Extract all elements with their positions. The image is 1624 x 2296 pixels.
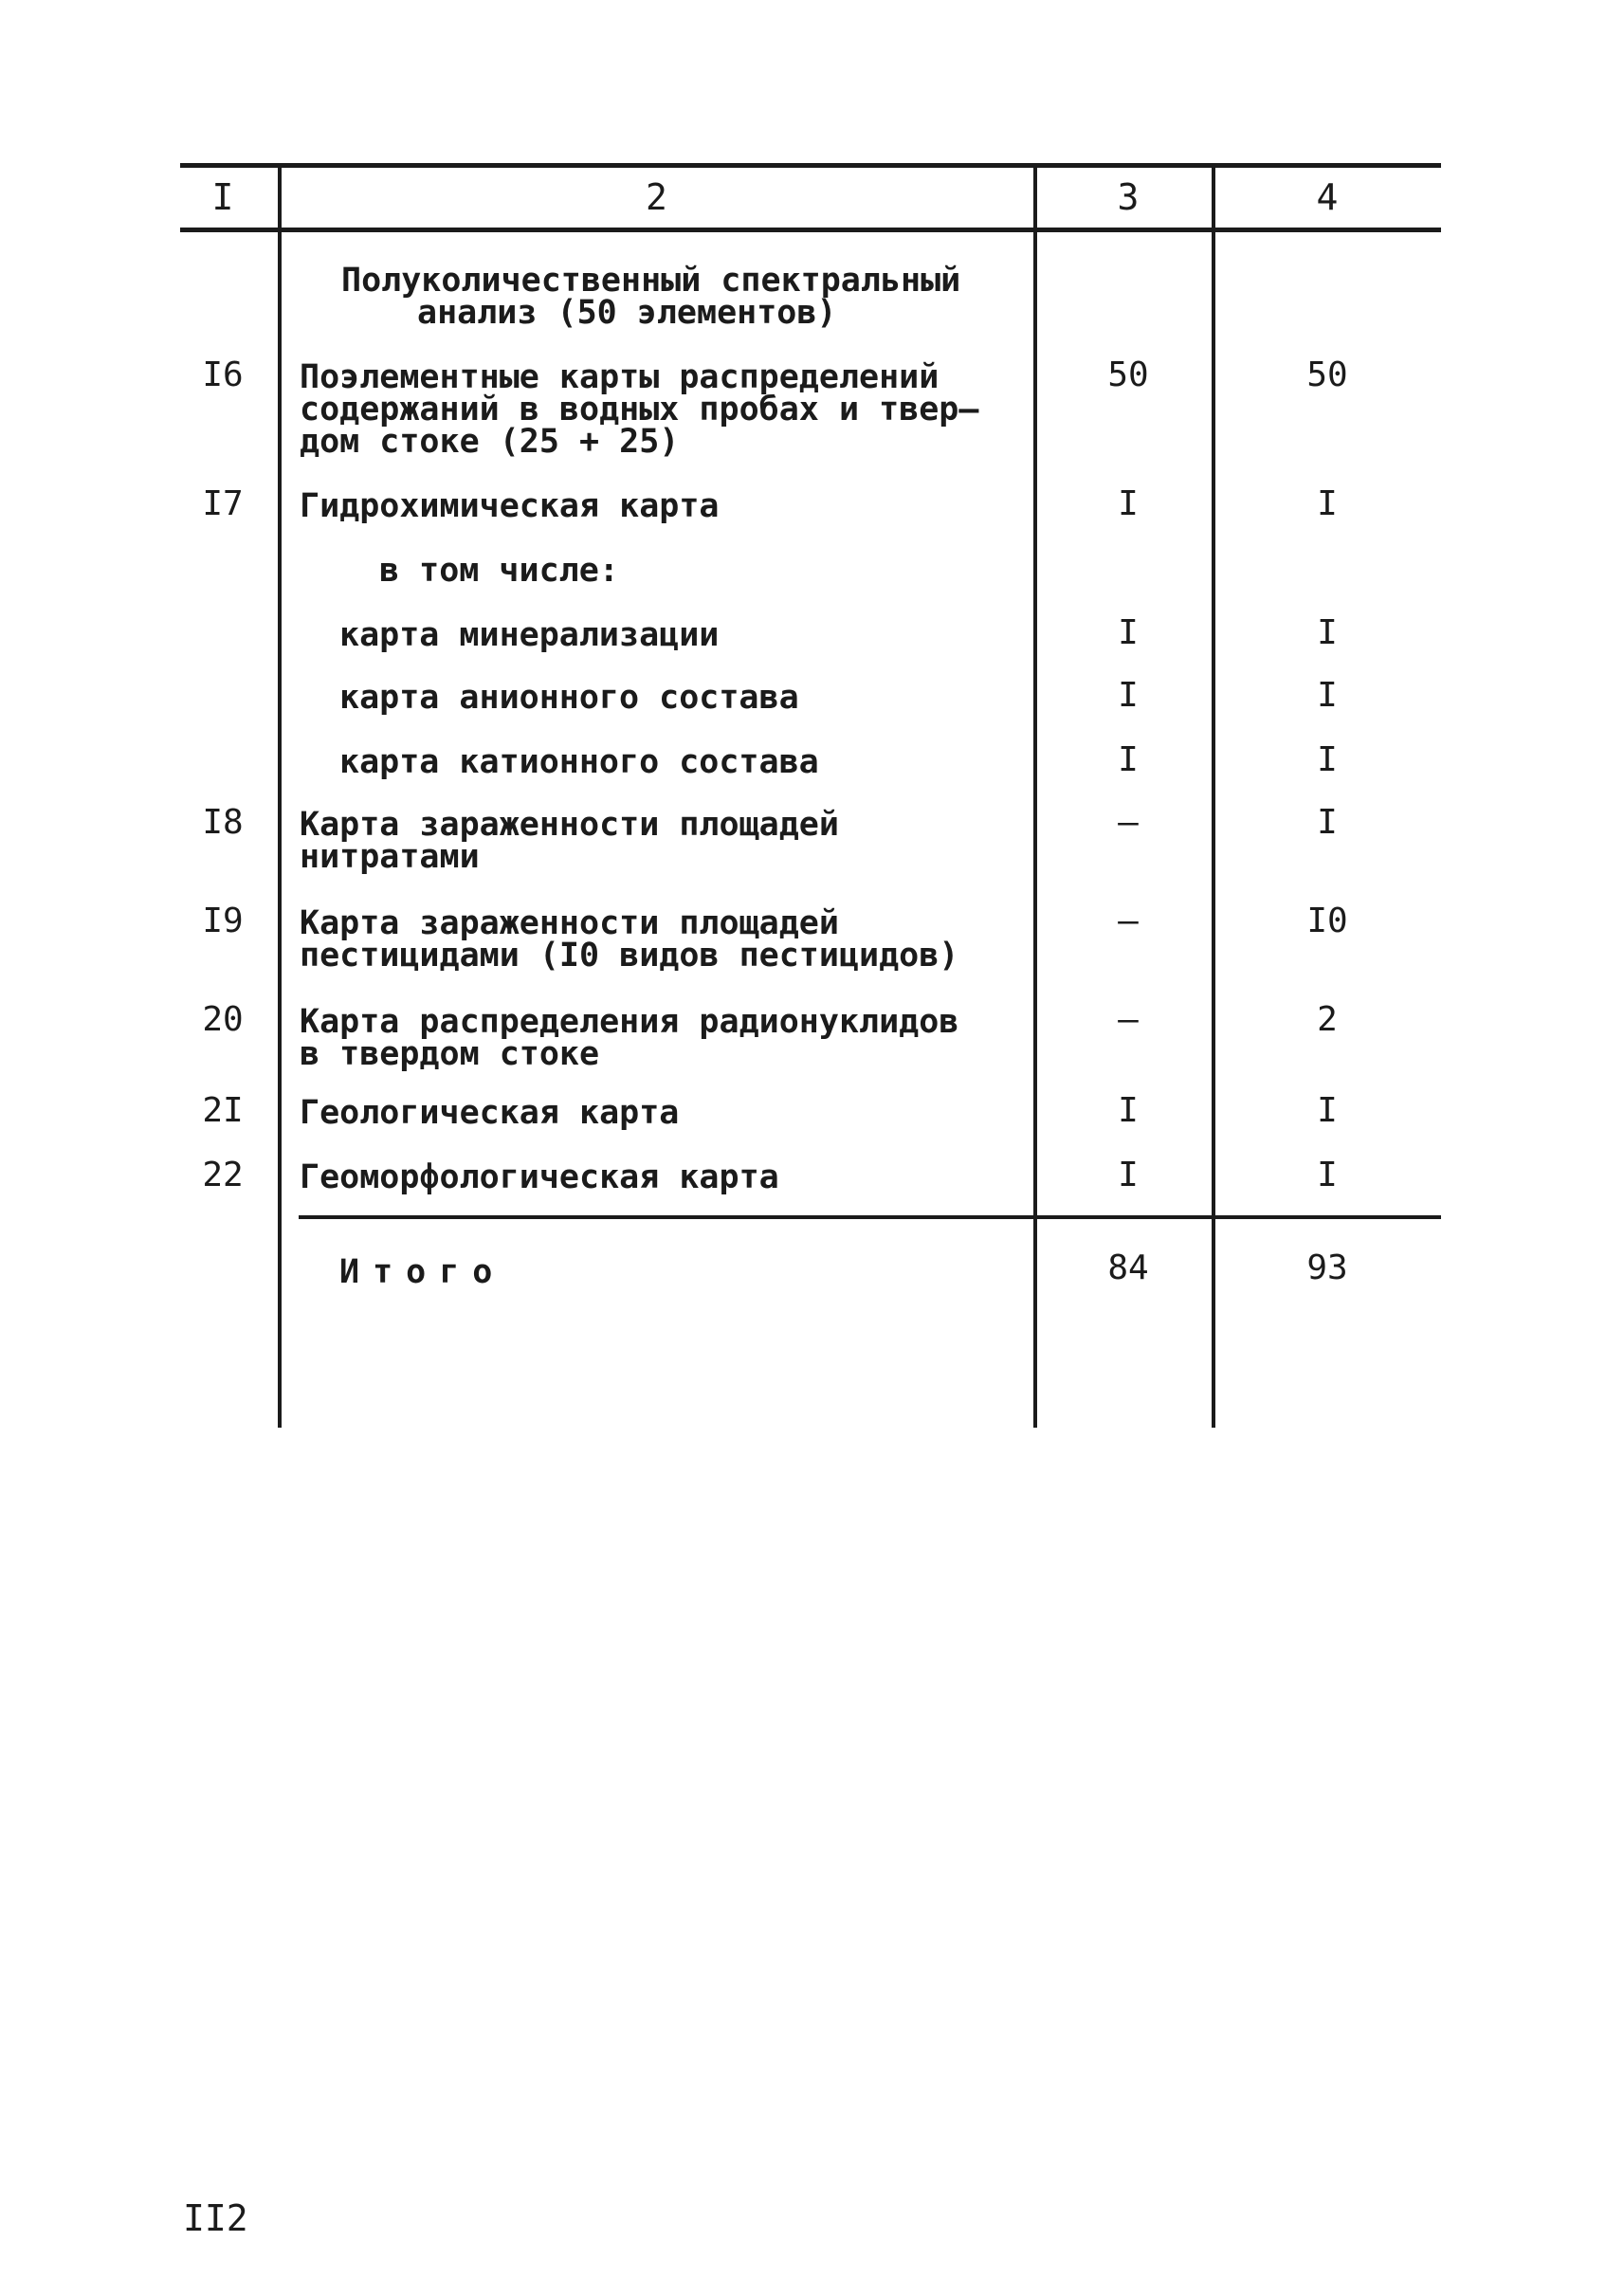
row-number: 22 — [202, 1156, 244, 1194]
row-description: Гидрохимическая карта — [300, 487, 720, 525]
row-description: в твердом стоке — [300, 1035, 600, 1073]
row-number: 2I — [202, 1091, 244, 1130]
row-number: 20 — [202, 1000, 244, 1039]
row-number: I8 — [202, 803, 244, 842]
row-number: I9 — [202, 902, 244, 940]
row-value-col-4: I — [1317, 676, 1338, 715]
row-value-col-3: – — [1118, 803, 1139, 842]
row-description: содержаний в водных пробах и твер– — [300, 391, 979, 428]
row-description: в том числе: — [379, 552, 619, 590]
row-value-col-3: I — [1118, 484, 1139, 523]
row-description: Карта зараженности площадей — [300, 806, 839, 844]
row-description: Геоморфологическая карта — [300, 1158, 779, 1196]
row-value-col-3: I — [1118, 676, 1139, 715]
row-value-col-4: I — [1317, 613, 1338, 652]
section-heading-line-1: Полуколичественный спектральный — [341, 262, 961, 300]
total-separator-rule — [299, 1215, 1441, 1219]
row-value-col-4: I — [1317, 1091, 1338, 1130]
row-value-col-4: 50 — [1306, 355, 1348, 394]
row-value-col-3: I — [1118, 1091, 1139, 1130]
row-value-col-4: I — [1317, 1156, 1338, 1194]
row-value-col-3: I — [1118, 613, 1139, 652]
row-description: Карта зараженности площадей — [300, 904, 839, 942]
row-description: Карта распределения радионуклидов — [300, 1003, 959, 1041]
row-value-col-4: I — [1317, 484, 1338, 523]
row-description: нитратами — [300, 838, 480, 876]
row-description: карта катионного состава — [339, 743, 819, 781]
row-description: карта минерализации — [339, 616, 720, 654]
row-value-col-3: I — [1118, 740, 1139, 779]
row-value-col-3: 50 — [1107, 355, 1149, 394]
header-col-4: 4 — [1316, 176, 1339, 218]
row-number: I7 — [202, 484, 244, 523]
row-value-col-4: 2 — [1317, 1000, 1338, 1039]
header-col-1: I — [211, 176, 234, 218]
total-col-4: 93 — [1306, 1248, 1348, 1287]
row-value-col-4: I — [1317, 803, 1338, 842]
column-divider-1 — [278, 167, 282, 1428]
header-col-3: 3 — [1117, 176, 1140, 218]
row-description: Поэлементные карты распределений — [300, 358, 940, 396]
row-value-col-4: I — [1317, 740, 1338, 779]
header-bottom-rule — [180, 228, 1441, 232]
total-col-3: 84 — [1107, 1248, 1149, 1287]
row-description: Геологическая карта — [300, 1094, 680, 1132]
page-number: II2 — [183, 2197, 248, 2239]
row-number: I6 — [202, 355, 244, 394]
row-description: дом стоке (25 + 25) — [300, 423, 680, 461]
table-top-rule — [180, 163, 1441, 168]
total-label: Итого — [339, 1253, 506, 1291]
row-value-col-3: – — [1118, 1000, 1139, 1039]
row-value-col-4: I0 — [1306, 902, 1348, 940]
row-description: карта анионного состава — [339, 679, 799, 717]
section-heading-line-2: анализ (50 элементов) — [417, 294, 837, 332]
header-col-2: 2 — [646, 176, 667, 218]
column-divider-2 — [1033, 167, 1037, 1428]
row-value-col-3: I — [1118, 1156, 1139, 1194]
row-value-col-3: – — [1118, 902, 1139, 940]
row-description: пестицидами (I0 видов пестицидов) — [300, 937, 959, 975]
